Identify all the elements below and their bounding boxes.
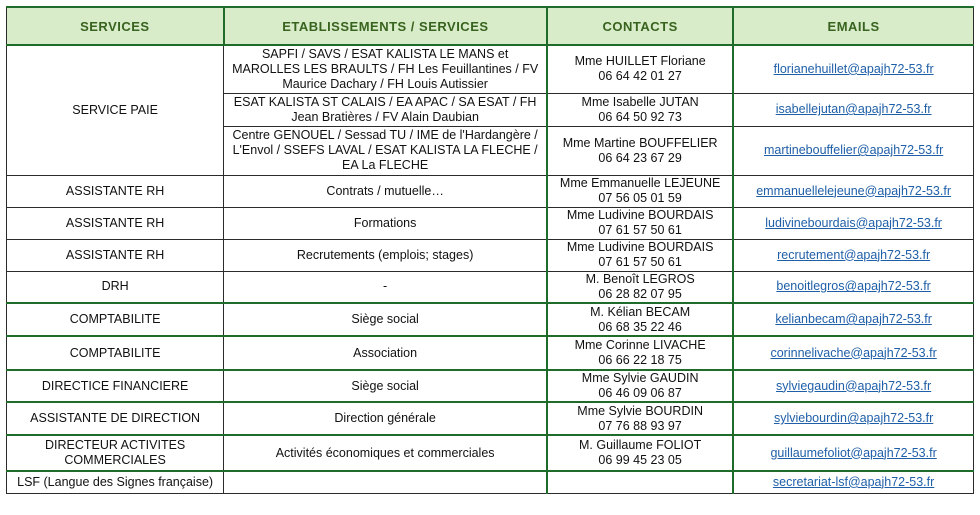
service-cell: SERVICE PAIE [7,45,224,175]
contact-cell [547,471,733,493]
table-row [7,402,974,435]
table-row [7,175,974,207]
contact-cell [547,45,733,93]
header-services: SERVICES [7,7,224,45]
email-link[interactable]: corinnelivache@apajh72-53.fr [733,336,973,370]
contact-cell [547,370,733,402]
etablissement-cell [224,471,547,493]
contact-phone: 06 28 82 07 95 [598,286,682,301]
contact-cell [547,93,733,126]
etablissement-cell: ESAT KALISTA ST CALAIS / EA APAC / SA ESAT / FH Jean Bratières / FV Alain Daubian [224,93,547,126]
contact-cell [547,303,733,336]
contact-phone: 06 64 50 92 73 [598,109,682,124]
contact-cell [547,402,733,435]
contact-phone: 06 99 45 23 05 [598,453,682,467]
contact-name: Mme Ludivine BOURDAIS [566,240,714,254]
contact-name: Mme Martine BOUFFELIER [562,135,718,150]
etablissement-cell: Recrutements (emplois; stages) [224,239,547,271]
contact-name: Mme Sylvie BOURDIN [577,403,703,418]
service-cell: LSF (Langue des Signes française) [7,471,224,493]
contact-phone: 06 64 23 67 29 [598,150,682,165]
contacts-table-wrapper [6,6,974,494]
contact-name: M. Kélian BECAM [590,304,691,319]
etablissement-cell: Association [224,336,547,370]
etablissement-cell: Activités économiques et commerciales [224,435,547,471]
etablissement-cell: Formations [224,207,547,239]
contact-phone: 07 76 88 93 97 [598,418,682,433]
contact-name: Mme Corinne LIVACHE [574,338,706,352]
email-link[interactable]: sylviegaudin@apajh72-53.fr [733,370,973,402]
email-link[interactable]: emmanuellelejeune@apajh72-53.fr [733,175,973,207]
email-link[interactable]: sylviebourdin@apajh72-53.fr [733,402,973,435]
contact-cell [547,126,733,175]
etablissement-cell: Centre GENOUEL / Sessad TU / IME de l'Hardangère / L'Envol / SSEFS LAVAL / ESAT KALISTA LA FLECHE / EA La FLECHE [224,126,547,175]
email-link[interactable]: recrutement@apajh72-53.fr [733,239,973,271]
contact-name: Mme Ludivine BOURDAIS [566,208,714,222]
etablissement-cell: Siège social [224,303,547,336]
table-row [7,336,974,370]
table-row [7,45,974,93]
contact-name: Mme HUILLET Floriane [574,54,706,69]
table-row [7,207,974,239]
etablissement-cell: SAPFI / SAVS / ESAT KALISTA LE MANS et MAROLLES LES BRAULTS / FH Les Feuillantines / FV Maurice Dachary / FH Louis Autissier [224,45,547,93]
contacts-table [6,6,974,494]
contact-cell [547,239,733,271]
service-cell: ASSISTANTE RH [7,239,224,271]
email-link[interactable]: kelianbecam@apajh72-53.fr [733,303,973,336]
table-row [7,435,974,471]
email-link[interactable]: martinebouffelier@apajh72-53.fr [733,126,973,175]
contact-cell [547,207,733,239]
etablissement-cell: Contrats / mutuelle… [224,175,547,207]
service-cell: ASSISTANTE RH [7,175,224,207]
contact-phone: 06 46 09 06 87 [598,386,682,400]
service-cell: DIRECTICE FINANCIERE [7,370,224,402]
contact-phone: 07 56 05 01 59 [598,191,682,205]
service-cell: ASSISTANTE DE DIRECTION [7,402,224,435]
contact-phone: 07 61 57 50 61 [598,223,682,237]
service-cell: DIRECTEUR ACTIVITES COMMERCIALES [7,435,224,471]
contact-cell [547,271,733,303]
contact-cell [547,175,733,207]
header-etablissements: ETABLISSEMENTS / SERVICES [224,7,547,45]
table-row [7,271,974,303]
contact-name: Mme Isabelle JUTAN [581,94,699,109]
service-cell: ASSISTANTE RH [7,207,224,239]
contact-cell [547,336,733,370]
contact-phone: 07 61 57 50 61 [598,255,682,269]
email-link[interactable]: isabellejutan@apajh72-53.fr [733,93,973,126]
contact-phone: 06 66 22 18 75 [598,353,682,367]
header-row [7,7,974,45]
contact-name: Mme Emmanuelle LEJEUNE [559,176,721,190]
etablissement-cell: - [224,271,547,303]
email-link[interactable]: florianehuillet@apajh72-53.fr [733,45,973,93]
email-link[interactable]: benoitlegros@apajh72-53.fr [733,271,973,303]
etablissement-cell: Direction générale [224,402,547,435]
table-row [7,303,974,336]
table-row [7,370,974,402]
email-link[interactable]: secretariat-lsf@apajh72-53.fr [733,471,973,493]
email-link[interactable]: ludivinebourdais@apajh72-53.fr [733,207,973,239]
contact-phone: 06 64 42 01 27 [598,69,682,84]
contact-cell [547,435,733,471]
service-cell: COMPTABILITE [7,303,224,336]
contact-name: M. Benoît LEGROS [585,271,695,286]
contact-name: Mme Sylvie GAUDIN [581,371,699,385]
table-row [7,239,974,271]
service-cell: DRH [7,271,224,303]
header-emails: EMAILS [733,7,973,45]
contact-phone: 06 68 35 22 46 [598,319,682,334]
email-link[interactable]: guillaumefoliot@apajh72-53.fr [733,435,973,471]
contact-name: M. Guillaume FOLIOT [579,438,702,452]
service-cell: COMPTABILITE [7,336,224,370]
header-contacts: CONTACTS [547,7,733,45]
etablissement-cell: Siège social [224,370,547,402]
table-row [7,471,974,493]
